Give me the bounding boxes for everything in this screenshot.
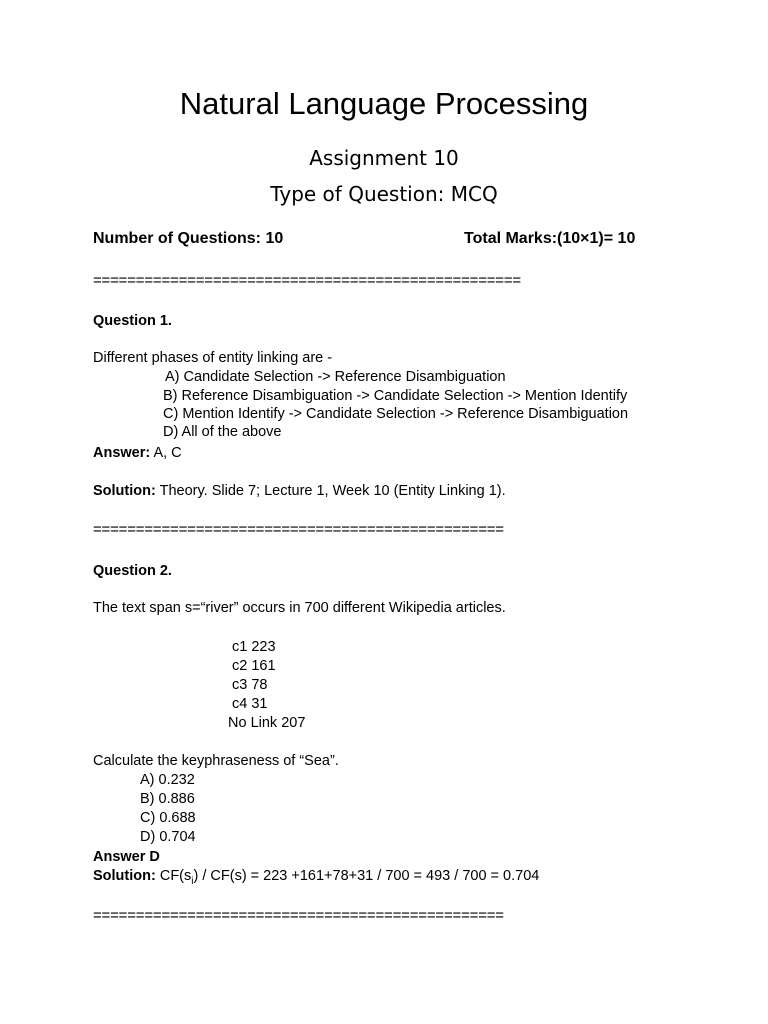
- question-1-answer: [93, 445, 182, 461]
- question-1-text: Different phases of entity linking are -: [93, 350, 333, 366]
- question-2-option-d: D) 0.704: [140, 829, 196, 845]
- count-c3: c3 78: [232, 677, 268, 693]
- question-1-option-d: D) All of the above: [163, 424, 282, 440]
- count-c2: c2 161: [232, 658, 276, 674]
- count-no-link: No Link 207: [228, 715, 306, 731]
- separator-line: ================================================: [93, 521, 504, 538]
- separator-line: ==================================================: [93, 272, 521, 289]
- question-2-text: The text span s=“river” occurs in 700 different Wikipedia articles.: [93, 600, 506, 616]
- question-1-solution: [93, 483, 506, 499]
- question-2-option-c: C) 0.688: [140, 810, 196, 826]
- question-type: Type of Question: MCQ: [270, 182, 498, 206]
- question-2-solution: [93, 868, 539, 887]
- count-c4: c4 31: [232, 696, 268, 712]
- solution-label: Solution:: [93, 868, 156, 884]
- solution-subscript: i: [191, 875, 194, 887]
- question-1-heading: Question 1.: [93, 313, 172, 329]
- assignment-number: Assignment 10: [309, 146, 459, 170]
- count-c1: c1 223: [232, 639, 276, 655]
- solution-post: ) / CF(s) = 223 +161+78+31 / 700 = 493 / 700 = 0.704: [193, 868, 540, 884]
- question-2-prompt: Calculate the keyphraseness of “Sea”.: [93, 753, 339, 769]
- solution-text: Theory. Slide 7; Lecture 1, Week 10 (Entity Linking 1).: [155, 483, 506, 499]
- question-2-answer: Answer D: [93, 849, 160, 865]
- answer-label: Answer:: [93, 445, 151, 461]
- question-1-option-a: A) Candidate Selection -> Reference Disambiguation: [165, 369, 506, 385]
- separator-line: ================================================: [93, 907, 504, 924]
- solution-label: Solution:: [93, 483, 156, 499]
- question-2-option-a: A) 0.232: [140, 772, 195, 788]
- question-1-option-b: B) Reference Disambiguation -> Candidate Selection -> Mention Identify: [163, 388, 628, 404]
- number-of-questions: Number of Questions: 10: [93, 230, 284, 247]
- solution-pre: CF(s: [155, 868, 192, 884]
- total-marks: Total Marks:(10×1)= 10: [464, 230, 636, 247]
- document-title: Natural Language Processing: [179, 86, 589, 121]
- question-2-option-b: B) 0.886: [140, 791, 195, 807]
- question-1-option-c: C) Mention Identify -> Candidate Selection -> Reference Disambiguation: [163, 406, 629, 422]
- question-2-heading: Question 2.: [93, 563, 172, 579]
- answer-value: A, C: [150, 445, 182, 461]
